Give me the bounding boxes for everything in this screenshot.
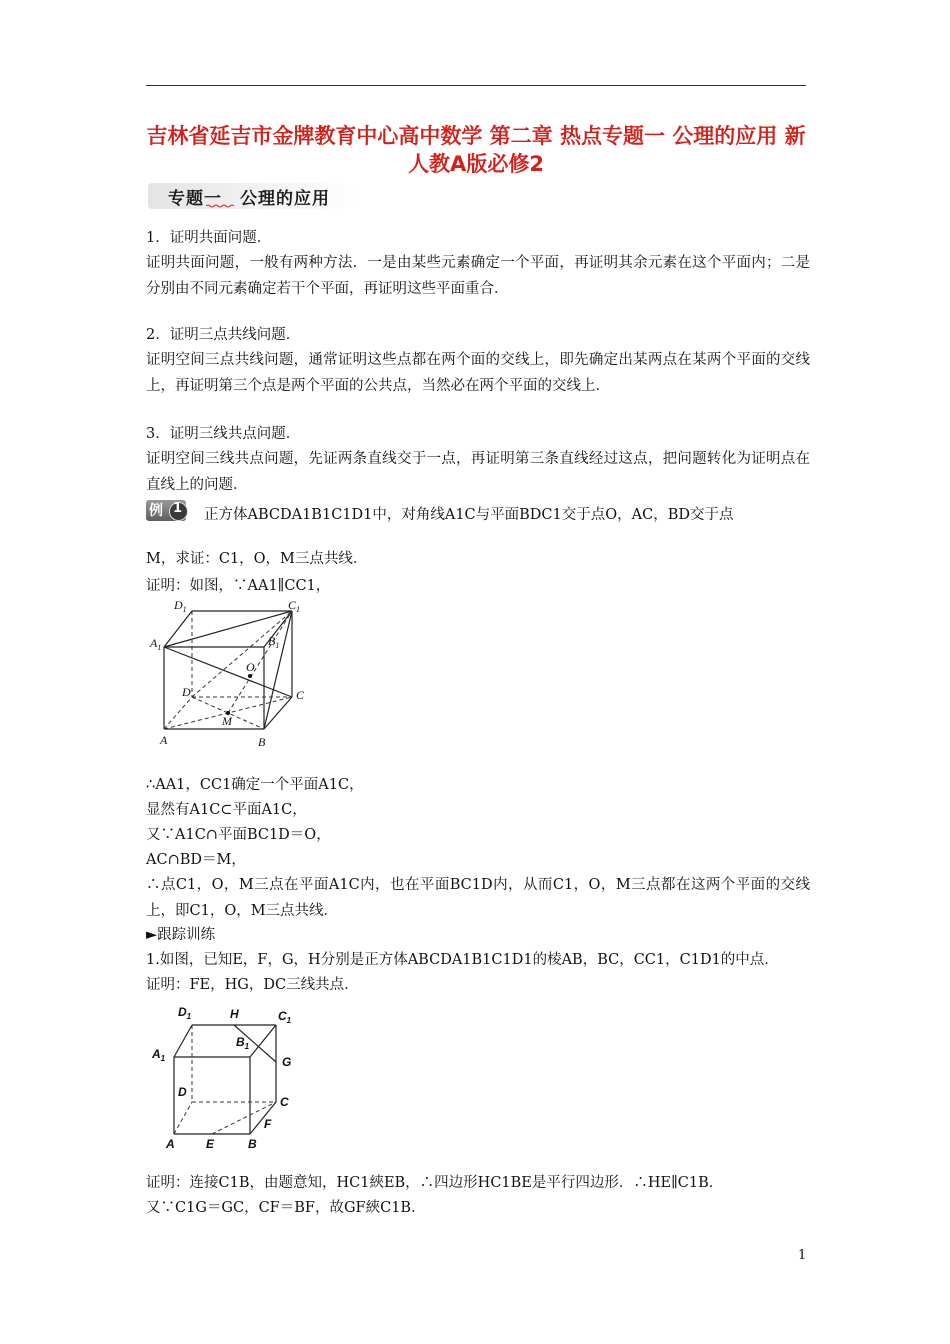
- hidden-line-DC1: [192, 611, 292, 697]
- proof-line-4: AC∩BD＝M，: [146, 852, 246, 868]
- section-2-body: 证明空间三点共线问题，通常证明这些点都在两个面的交线上，即先确定出某两点在某两个平面的交线上，再证明第三个点是两个平面的公共点，当然必在两个平面的交线上．: [146, 352, 810, 394]
- label-D: D: [182, 685, 191, 699]
- label-A: A: [166, 1137, 175, 1151]
- label-M: M: [222, 714, 232, 728]
- section-1-body: 证明共面问题，一般有两种方法．一是由某些元素确定一个平面，再证明其余元素在这个平面内；二是分别由不同元素确定若干个平面，再证明这些平面重合．: [146, 255, 810, 297]
- label-A1: $A_1$: [150, 636, 162, 652]
- label-D1: $D_1$: [178, 1005, 192, 1021]
- proof-line-2: 显然有A1C⊂平面A1C，: [146, 802, 307, 818]
- proof-line-3: 又∵A1C∩平面BC1D＝O，: [146, 827, 331, 843]
- label-O: O: [246, 660, 255, 674]
- label-B1: $B_1$: [268, 634, 280, 650]
- cube-figure-1: [146, 597, 306, 752]
- label-A1: $A_1$: [152, 1047, 166, 1063]
- hidden-edge-AD: [164, 697, 192, 729]
- label-D1: $D_1$: [174, 598, 187, 614]
- practice-problem: 1.如图，已知E，F，G，H分别是正方体ABCDA1B1C1D1的棱AB，BC，CC1，C1D1的中点．: [146, 952, 779, 968]
- practice-proof-line-1: 证明：连接C1B，由题意知，HC1綊EB，∴四边形HC1BE是平行四边形．∴HE∥C1B．: [146, 1175, 724, 1191]
- label-B1: $B_1$: [236, 1035, 250, 1051]
- practice-proof-line-2: 又∵C1G＝GC，CF＝BF，故GF綊C1B．: [146, 1200, 426, 1216]
- example-line-2: M，求证：C1，O，M三点共线．: [146, 551, 368, 567]
- label-C1: $C_1$: [278, 1009, 292, 1025]
- document-title: 吉林省延吉市金牌教育中心高中数学 第二章 热点专题一 公理的应用 新人教A版必修2: [146, 124, 806, 176]
- label-A: A: [160, 733, 168, 747]
- banner-text: 专题一 公理的应用: [168, 189, 330, 209]
- badge-label: 例: [149, 503, 163, 519]
- page-number: 1: [798, 1248, 807, 1263]
- label-B: B: [258, 735, 266, 749]
- topic-banner: [148, 179, 378, 213]
- label-C: C: [280, 1095, 289, 1109]
- label-H: H: [230, 1007, 239, 1021]
- label-B: B: [248, 1137, 257, 1151]
- label-C: C: [296, 688, 305, 702]
- proof-intro: 证明：如图，∵AA1∥CC1，: [146, 578, 331, 594]
- section-2-heading: 2．证明三点共线问题．: [146, 327, 301, 343]
- example-badge: [146, 500, 188, 522]
- spellcheck-squiggle: [206, 204, 236, 208]
- label-D: D: [178, 1085, 187, 1099]
- top-rule: [146, 85, 806, 86]
- label-C1: $C_1$: [288, 598, 301, 614]
- practice-claim: 证明：FE，HG，DC三线共点．: [146, 977, 359, 993]
- section-3-body: 证明空间三线共点问题，先证两条直线交于一点，再证明第三条直线经过这点，把问题转化为证明点在直线上的问题．: [146, 451, 810, 493]
- practice-heading: ►跟踪训练: [146, 927, 216, 943]
- cube-figure-2: [148, 1002, 308, 1152]
- hidden-edge-AD: [174, 1102, 192, 1134]
- proof-line-5: ∴点C1，O，M三点在平面A1C内，也在平面BC1D内，从而C1，O，M三点都在这两个平面的交线上，即C1，O，M三点共线．: [146, 877, 810, 919]
- label-F: F: [264, 1117, 272, 1131]
- section-3-heading: 3．证明三线共点问题．: [146, 426, 301, 442]
- proof-line-1: ∴AA1，CC1确定一个平面A1C，: [146, 777, 364, 793]
- badge-number: 1: [173, 501, 183, 516]
- edge-B1C1: [250, 1025, 276, 1057]
- section-1-heading: 1．证明共面问题．: [146, 230, 272, 246]
- label-G: G: [282, 1055, 292, 1069]
- edge-BC: [250, 1102, 276, 1134]
- edge-A1D1: [164, 611, 192, 647]
- edge-A1D1: [174, 1025, 192, 1057]
- point-O: [248, 674, 252, 678]
- example-line-1: 正方体ABCDA1B1C1D1中，对角线A1C与平面BDC1交于点O，AC，BD交于点: [204, 507, 734, 523]
- label-E: E: [206, 1137, 215, 1151]
